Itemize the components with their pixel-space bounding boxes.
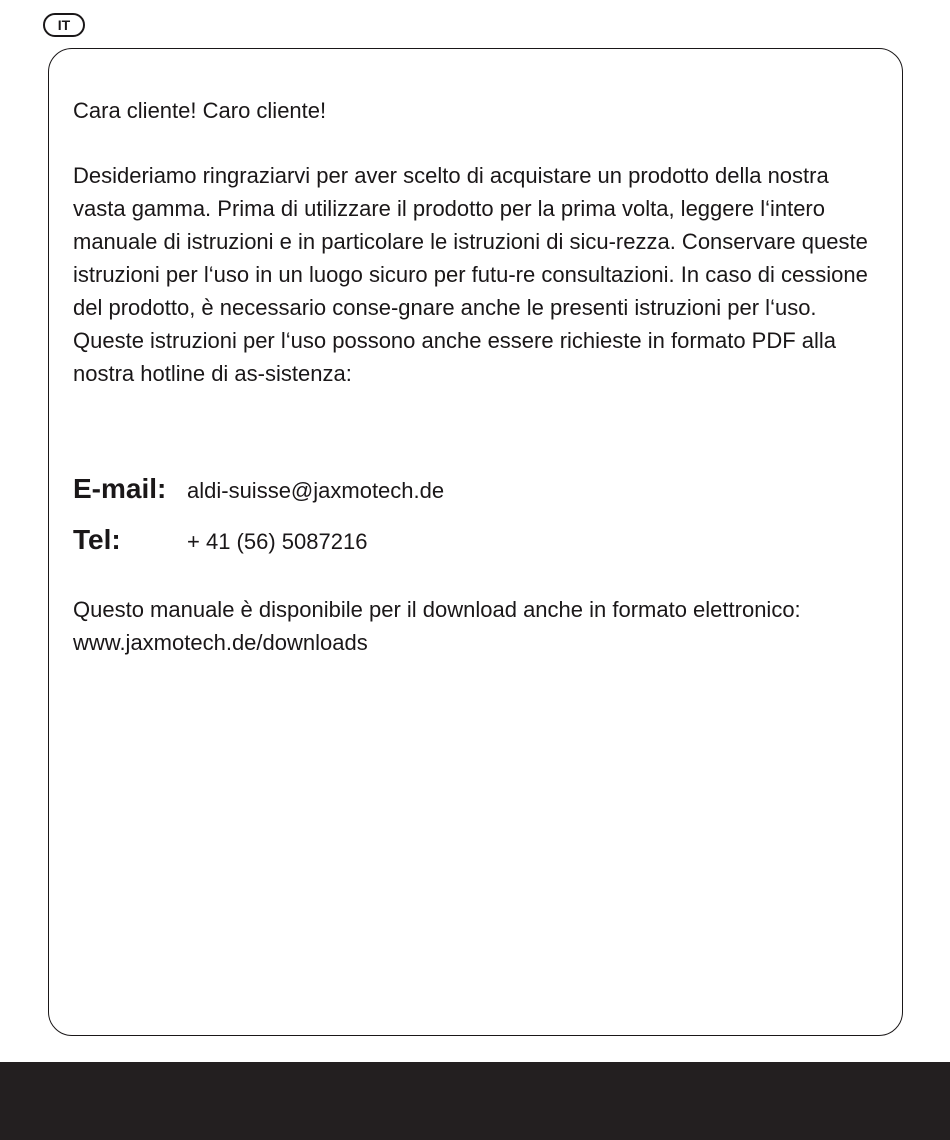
footer-bar [0, 1062, 950, 1140]
greeting-text: Cara cliente! Caro cliente! [73, 98, 327, 123]
download-note: Questo manuale è disponibile per il download anche in formato elettronico: www.jaxmotech.de/downloads [73, 597, 801, 655]
intro-paragraph: Desideriamo ringraziarvi per aver scelto di acquistare un prodotto della nostra vasta gamma. Prima di utilizzare il prodotto per la prima volta, leggere l‘intero manuale di istruzioni e in particolare le istruzioni di sicu-rezza. Conservare queste istruzioni per l‘uso in un luogo sicuro per futu-re consultazioni. In caso di cessione del prodotto, è necessario conse-gnare anche le presenti istruzioni per l‘uso. Queste istruzioni per l‘uso possono anche essere richieste in formato PDF alla nostra hotline di as-sistenza: [73, 163, 868, 386]
email-label: E-mail: [73, 473, 167, 504]
phone-contact-row [73, 524, 367, 556]
tel-label: Tel: [73, 524, 121, 555]
phone-number[interactable]: + 41 (56) 5087216 [187, 529, 368, 554]
language-badge: IT [43, 13, 85, 37]
email-contact-row [73, 473, 444, 505]
email-address[interactable]: aldi-suisse@jaxmotech.de [187, 478, 445, 503]
